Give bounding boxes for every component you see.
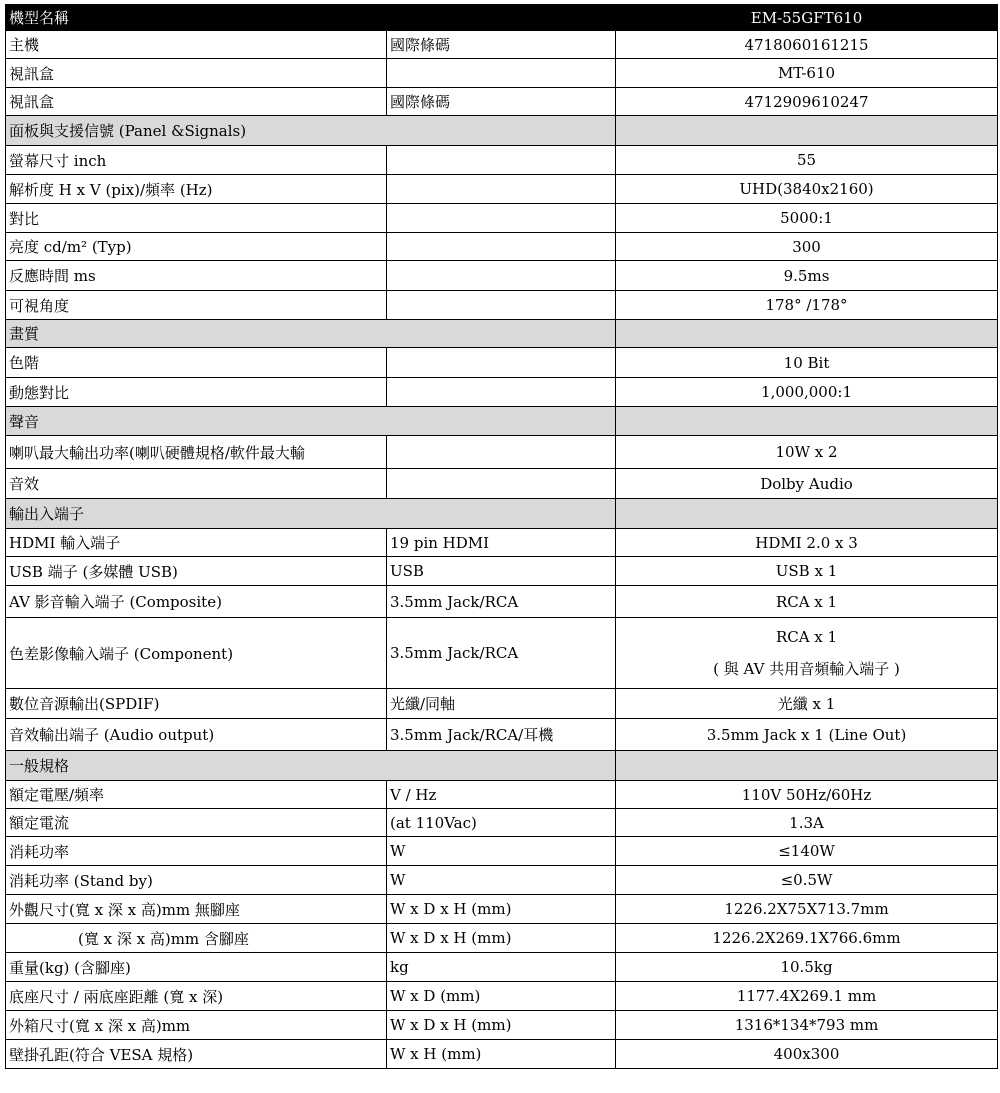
spec-value: 光纖 x 1	[616, 689, 998, 719]
spec-name: 數位音源輸出(SPDIF)	[6, 689, 387, 719]
section-fill	[616, 407, 998, 436]
spec-name: (寬 x 深 x 高)mm 含腳座	[6, 924, 387, 953]
section-title: 一般規格	[6, 751, 616, 781]
section-fill	[616, 320, 998, 348]
spec-value: 10W x 2	[616, 436, 998, 469]
spec-unit: (at 110Vac)	[387, 809, 616, 837]
spec-unit	[387, 261, 616, 291]
spec-value	[616, 618, 998, 689]
spec-value: 55	[616, 146, 998, 175]
spec-unit: 3.5mm Jack/RCA/耳機	[387, 719, 616, 751]
spec-row	[6, 204, 998, 233]
spec-unit	[387, 175, 616, 204]
spec-unit: W	[387, 837, 616, 866]
spec-unit: W	[387, 866, 616, 895]
spec-row	[6, 866, 998, 895]
spec-row	[6, 982, 998, 1011]
spec-value: USB x 1	[616, 557, 998, 586]
spec-row	[6, 953, 998, 982]
section-fill	[616, 751, 998, 781]
spec-name: 視訊盒	[6, 88, 387, 116]
spec-row	[6, 233, 998, 261]
spec-row	[6, 175, 998, 204]
spec-value: MT-610	[616, 59, 998, 88]
spec-value: ≤0.5W	[616, 866, 998, 895]
spec-name: 音效輸出端子 (Audio output)	[6, 719, 387, 751]
spec-row	[6, 291, 998, 320]
spec-unit	[387, 436, 616, 469]
spec-unit: 國際條碼	[387, 88, 616, 116]
spec-table	[5, 4, 998, 1069]
spec-value: ≤140W	[616, 837, 998, 866]
spec-name: 外箱尺寸(寬 x 深 x 高)mm	[6, 1011, 387, 1040]
spec-unit: USB	[387, 557, 616, 586]
spec-value: 3.5mm Jack x 1 (Line Out)	[616, 719, 998, 751]
spec-row	[6, 436, 998, 469]
spec-unit: W x D x H (mm)	[387, 1011, 616, 1040]
spec-row	[6, 924, 998, 953]
spec-name: 螢幕尺寸 inch	[6, 146, 387, 175]
spec-name: USB 端子 (多媒體 USB)	[6, 557, 387, 586]
section-title: 聲音	[6, 407, 616, 436]
section-header-row	[6, 116, 998, 146]
spec-unit	[387, 348, 616, 378]
spec-unit: 19 pin HDMI	[387, 529, 616, 557]
spec-unit: kg	[387, 953, 616, 982]
spec-unit	[387, 233, 616, 261]
spec-name: 亮度 cd/m² (Typ)	[6, 233, 387, 261]
spec-row	[6, 719, 998, 751]
spec-value: RCA x 1	[616, 586, 998, 618]
spec-name: 喇叭最大輸出功率(喇叭硬體規格/軟件最大輸	[6, 436, 387, 469]
spec-row	[6, 146, 998, 175]
section-header-row	[6, 407, 998, 436]
spec-name: 外觀尺寸(寬 x 深 x 高)mm 無腳座	[6, 895, 387, 924]
section-title: 面板與支援信號 (Panel &Signals)	[6, 116, 616, 146]
spec-name: 視訊盒	[6, 59, 387, 88]
spec-value: 1.3A	[616, 809, 998, 837]
header-row	[6, 5, 998, 31]
section-fill	[616, 116, 998, 146]
spec-name: 額定電壓/頻率	[6, 781, 387, 809]
spec-value: 9.5ms	[616, 261, 998, 291]
spec-row	[6, 31, 998, 59]
spec-unit: V / Hz	[387, 781, 616, 809]
spec-name: 反應時間 ms	[6, 261, 387, 291]
spec-name: 壁掛孔距(符合 VESA 規格)	[6, 1040, 387, 1069]
spec-row	[6, 59, 998, 88]
section-header-row	[6, 751, 998, 781]
spec-name: AV 影音輸入端子 (Composite)	[6, 586, 387, 618]
spec-row	[6, 1040, 998, 1069]
spec-table-body	[6, 5, 998, 1069]
spec-row	[6, 469, 998, 499]
spec-value: 1226.2X75X713.7mm	[616, 895, 998, 924]
spec-name: 動態對比	[6, 378, 387, 407]
spec-unit: W x D x H (mm)	[387, 895, 616, 924]
spec-unit	[387, 378, 616, 407]
spec-value: 10 Bit	[616, 348, 998, 378]
spec-name: 可視角度	[6, 291, 387, 320]
spec-unit	[387, 291, 616, 320]
spec-value: 1177.4X269.1 mm	[616, 982, 998, 1011]
spec-unit	[387, 204, 616, 233]
section-fill	[616, 499, 998, 529]
spec-row	[6, 809, 998, 837]
spec-name: 色階	[6, 348, 387, 378]
spec-unit: W x H (mm)	[387, 1040, 616, 1069]
spec-unit: W x D x H (mm)	[387, 924, 616, 953]
spec-name: 額定電流	[6, 809, 387, 837]
spec-value: 1,000,000:1	[616, 378, 998, 407]
spec-name: 底座尺寸 / 兩底座距離 (寬 x 深)	[6, 982, 387, 1011]
spec-unit	[387, 146, 616, 175]
spec-unit: 3.5mm Jack/RCA	[387, 618, 616, 689]
spec-value: 4712909610247	[616, 88, 998, 116]
spec-value: 178° /178°	[616, 291, 998, 320]
spec-row	[6, 348, 998, 378]
spec-value: 1226.2X269.1X766.6mm	[616, 924, 998, 953]
spec-name: 對比	[6, 204, 387, 233]
spec-row	[6, 689, 998, 719]
spec-unit: W x D (mm)	[387, 982, 616, 1011]
section-header-row	[6, 499, 998, 529]
header-label: 機型名稱	[6, 5, 616, 31]
spec-row	[6, 781, 998, 809]
spec-row	[6, 557, 998, 586]
spec-unit: 國際條碼	[387, 31, 616, 59]
spec-value-line: RCA x 1	[775, 628, 838, 646]
spec-value: Dolby Audio	[616, 469, 998, 499]
spec-unit	[387, 59, 616, 88]
spec-name: 音效	[6, 469, 387, 499]
spec-row	[6, 837, 998, 866]
spec-row	[6, 586, 998, 618]
spec-name: 解析度 H x V (pix)/頻率 (Hz)	[6, 175, 387, 204]
spec-name: HDMI 輸入端子	[6, 529, 387, 557]
section-title: 畫質	[6, 320, 616, 348]
spec-name: 消耗功率 (Stand by)	[6, 866, 387, 895]
spec-row	[6, 261, 998, 291]
spec-unit: 3.5mm Jack/RCA	[387, 586, 616, 618]
spec-value: 5000:1	[616, 204, 998, 233]
spec-value: 1316*134*793 mm	[616, 1011, 998, 1040]
spec-value: HDMI 2.0 x 3	[616, 529, 998, 557]
spec-row	[6, 618, 998, 689]
spec-row	[6, 895, 998, 924]
spec-name: 色差影像輸入端子 (Component)	[6, 618, 387, 689]
spec-value-note: ( 與 AV 共用音頻輸入端子 )	[713, 660, 900, 678]
spec-row	[6, 378, 998, 407]
section-title: 輸出入端子	[6, 499, 616, 529]
header-model: EM-55GFT610	[616, 5, 998, 31]
spec-row	[6, 529, 998, 557]
spec-row	[6, 1011, 998, 1040]
spec-name: 重量(kg) (含腳座)	[6, 953, 387, 982]
spec-value: UHD(3840x2160)	[616, 175, 998, 204]
spec-value: 300	[616, 233, 998, 261]
spec-value: 10.5kg	[616, 953, 998, 982]
spec-row	[6, 88, 998, 116]
spec-unit	[387, 469, 616, 499]
spec-name: 主機	[6, 31, 387, 59]
section-header-row	[6, 320, 998, 348]
spec-name: 消耗功率	[6, 837, 387, 866]
spec-value: 110V 50Hz/60Hz	[616, 781, 998, 809]
spec-value: 4718060161215	[616, 31, 998, 59]
spec-unit: 光纖/同軸	[387, 689, 616, 719]
spec-value: 400x300	[616, 1040, 998, 1069]
